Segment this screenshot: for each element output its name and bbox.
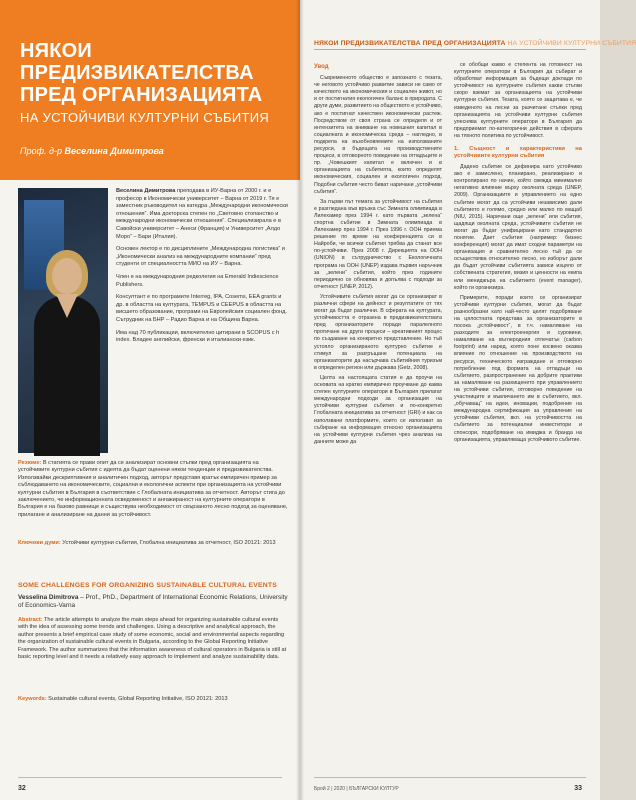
running-head-rest: НА УСТОЙЧИВИ КУЛТУРНИ СЪБИТИЯ bbox=[505, 40, 636, 47]
keywords-en-label: Keywords: bbox=[18, 696, 47, 702]
text-column-1 bbox=[314, 62, 442, 449]
bio-paragraph: Веселина Димитрова преподава в ИУ-Варна от 2000 г. и е професор в Икономически университет – Варна от 2019 г. Тя е заместник ръководител на катедра „Международни икономически отношения“. Има докторска степен по „Световно стопанство и международни икономически отношения“. Специализирала е в Савойски университет – Анеси (Франция) и Университет „Алдо Моро“ – Бари (Италия). bbox=[116, 188, 288, 240]
author-photo bbox=[18, 188, 108, 453]
article-header bbox=[0, 0, 300, 180]
body-paragraph: Съвременното общество е запознато с тезата, че неговото устойчиво развитие зависи не само от качеството на икономическия и социален живот, но и от постигнатия екологичен баланс в природата. С други думи, развитието на обществото е устойчиво, ако е постигнат качествен икономически растеж. Посредством от своя страна се определя и от интензитета на вникване на новешния капитал в социалната и икономическа среда – нагледно, в подкрепа на възобновяемите на използваните ресурси, в бъдещата на производствените процеси, в отговорното поведение на отпадъците и пр. „Човешкият капитал е включен и в организацията на събитията, които определят икономическия, социален и екологичен подход. Подобни събития често биват наричани „устойчиви събития“. bbox=[314, 75, 443, 195]
footer-rule bbox=[18, 777, 282, 778]
author-bio bbox=[116, 188, 288, 350]
running-head bbox=[314, 40, 636, 50]
bio-paragraph: Основен лектор е по дисциплините „Международна логистика“ и „Икономически анализ на международните компании“ пред студенти от специалността МИО на ИУ – Варна. bbox=[116, 246, 285, 268]
author-name: Веселина Димитрова bbox=[64, 146, 164, 156]
bio-paragraph: Член е на международния редколегия на Emerald Indiescience Publishers. bbox=[116, 273, 279, 288]
body-paragraph: За първи път темата за устойчивост на събития е разгледана във връзка със Зимната олимпиада в Лилехамер през 1994 г. като първата „зелена“ спортна събитие в Зимната олимпиада в Лилехамер през 1994 г. През 1996 г. ООН приема решение по време на конференцията си в Найроби, че всички събития трябва да станат все по-устойчиви. През 2008 г. Дирекцията на ООН (UNION) в сътрудничество с Екологичната програма на ООН (UNEP) издава първия наръчник за „зелени“ събития, който през годините периодично се обновява и допълва с подходи за отчетност (UNEP, 2012). bbox=[314, 198, 442, 290]
abstract-en-text: The article attempts to analyze the main steps ahead for organizing sustainable cultural events with the idea of assessing some trends and challenges. Using a descriptive and analytical approach, the author presents a brief empirical case study of some economic, social and environmental aspects regarding the organization of sustainable cultural events in Bulgaria, according to the Global Reporting Initiative Framework. The author summarizes that the information awareness of cultural operators in Bulgaria is still at basic reporting level and it needs a relatively easy approach to implement and analyze sustainability data. bbox=[18, 617, 287, 661]
keywords-en-text: Sustainable cultural events, Global Reporting Initiative, ISO 20121: 2013 bbox=[48, 696, 228, 702]
english-author-name: Vesselina Dimitrova bbox=[18, 594, 79, 601]
page-number-right: 33 bbox=[574, 785, 582, 792]
abstract-en-label: Abstract: bbox=[18, 617, 43, 623]
bio-paragraph: Има над 70 публикации, включително цитирани в SCOPUS с h index. Владее английски, френски и италиански език. bbox=[116, 329, 280, 344]
abstract-en bbox=[18, 617, 288, 661]
text-column-2 bbox=[454, 62, 582, 447]
body-paragraph: се обобщи какво е степента на готовност на културните оператори в България да събират и обработват информация за бъдещи доклади по устойчивост на културните събития какви стъпки скоро вземат за организацията на устойчиви културни събития. Тезата, която се защитава е, че изведеното на лесни за разчитане стъпки пред организацията на устойчиви културни събития улеснява културните оператори в България да предприемат по-категорични действия в сферата на тяхното политика по устойчивост. bbox=[454, 62, 582, 139]
keywords-bg bbox=[18, 540, 288, 547]
bio-paragraph: Консултант е по програмите Interreg, IPA, Cosems, EEA grants и др. в областта на културата, TEMPUS и CEEPUS в областта на висшето образование, програми на Европейския социален фонд. Сътрудник на БНР – Радио Варна и на Община Варна. bbox=[116, 294, 287, 323]
body-paragraph: Дадено събитие се дефинира като устойчиво ако е замислено, планирано, реализирано и контролирано по начин, който свежда минимално негативно влияние върху околната среда (UNEP, 2009). Организациите и управлението на едно събитие могат да са устойчиви независимо дали събитието е голямо, средно или малко по мащаб (NIU, 2015). Наричани още „зелени“ или събития, щадящи околната среда, устойчивите събития не могат да бъдат унифицирани като стандартно понятие. Дает събития (например: бизнес конференция) могат да имат сходни параметри на организация и сравнително лесно тъй да се осъществява относително лесно, но изборът дали да бъдат устойчиви събитията зависи изцяло от собствената стратегия, визия и ценности на екипа или мениджъра на събитието (event manager), който ги организира. bbox=[454, 164, 582, 291]
right-page bbox=[300, 0, 636, 800]
abstract-bg-label: Резюме: bbox=[18, 460, 42, 466]
photo-face bbox=[52, 258, 82, 294]
left-page bbox=[0, 0, 300, 800]
english-title: SOME CHALLENGES FOR ORGANIZING SUSTAINABLE CULTURAL EVENTS bbox=[18, 582, 277, 589]
body-paragraph: Целта на настоящата статия е да проучи на основата на кратко емпирично проучване до каква степен културните оператори в България прилагат международни подходи за организация на устойчиви културни събития и по-конкретно Глобалната инициатива за отчетност (GRI) и как са използвани платформите, които се използват за събиране на информация относно организацията на устойчиви културни събития чрез анализа на данните може да bbox=[314, 374, 442, 445]
keywords-en bbox=[18, 696, 288, 703]
article-title: НЯКОИ ПРЕДИЗВИКАТЕЛСТВА ПРЕД ОРГАНИЗАЦИЯТА bbox=[20, 40, 263, 106]
journal-footer: Брой 2 | 2020 | БЪЛГАРСКИ КУЛТУР bbox=[314, 786, 399, 792]
article-author bbox=[20, 146, 286, 156]
section-heading: 1. Същност и характеристики на устойчивите културни събития bbox=[454, 146, 582, 160]
book-gutter bbox=[296, 0, 304, 800]
article-subtitle: НА УСТОЙЧИВИ КУЛТУРНИ СЪБИТИЯ bbox=[20, 110, 270, 125]
running-head-main: НЯКОИ ПРЕДИЗВИКАТЕЛСТВА ПРЕД ОРГАНИЗАЦИЯТА bbox=[314, 40, 506, 47]
abstract-bg-text: В статията се прави опит да се анализират основни стъпки пред организацията на устойчивите културни събития с идеята да бъдат оценени някои тенденции и предизвикателства. Използвайки дескриптивния и аналитичен подход, авторът представя кратък емпиричен пример за съблюдаването на икономическите, социални и екологични аспекти при организацията на устойчиви културни събития в България в съответствие с Глобалната инициатива за отчетност. Авторът стига до заключението, че информационната осведоменост и ангажираност на културните оператори в България е на базово равнище и съществува необходимост от свързаното лесно подход за оценяване, прилагане и анализиране на данни за устойчивост. bbox=[18, 460, 288, 518]
body-paragraph: Устойчивите събития могат да се организират в различни сфери на дейност и резултатите от тях могат да бъдат различни. В сферата на културата, устойчивостта е отразена в предизвикателствата пред организаторите поради паралелното протичане на други процеси – креативният процес по създаване на конкретно представление. Но тъй устояло организираното културно събитие е стимул за разгръщане потенциала на организаторите да насърчава събитийния туризъм в определен регион или държава (Getz, 2008). bbox=[314, 293, 442, 371]
body-paragraph: Примерите, поради които се организират устойчиви културни събития, могат да бъдат разнообразни като най-често целят подобряване на цялостната представа за организаторите в посока „устойчивост“, в т.ч. намаляване на разходите за електроенергия и суровини, намаляване на въглеродния отпечатък (carbon footprint) или наред, която поне косвено оказва влияние по отношение на производството на ресурси, техническото изграждане и отговорно потребление под формата на отпадъци на събитието, разпространение на добрите практики за намаляване на разхищенето при управлението на устойчиви събития, отговорно поведение на участниците и въвличането им в събитието, вкл. „обучаващ“ на идеи, иновации, подобрение на международна сертификация за управление на устойчиви събития, вкл. на устойчивостта на събитието за потенциални инвеститори и спонсори, подобряване на имиджа и бранда на организацията, управляваща устойчивото събитие. bbox=[454, 294, 582, 443]
bio-name: Веселина Димитрова bbox=[116, 188, 176, 194]
page-number-left: 32 bbox=[18, 785, 26, 792]
footer-rule bbox=[314, 777, 586, 778]
keywords-bg-text: Устойчиви културни събития, Глобална инициатива за отчетност, ISO 20121: 2013 bbox=[62, 540, 276, 546]
photo-body bbox=[34, 296, 100, 456]
english-author-affiliation: – Prof., PhD., Department of International Economic Relations, University of Economics-Varna bbox=[18, 594, 288, 609]
author-prefix: Проф. д-р bbox=[20, 146, 63, 156]
english-author bbox=[18, 594, 288, 610]
abstract-bg bbox=[18, 460, 288, 519]
keywords-bg-label: Ключови думи: bbox=[18, 540, 61, 546]
intro-heading: Увод bbox=[314, 64, 329, 70]
